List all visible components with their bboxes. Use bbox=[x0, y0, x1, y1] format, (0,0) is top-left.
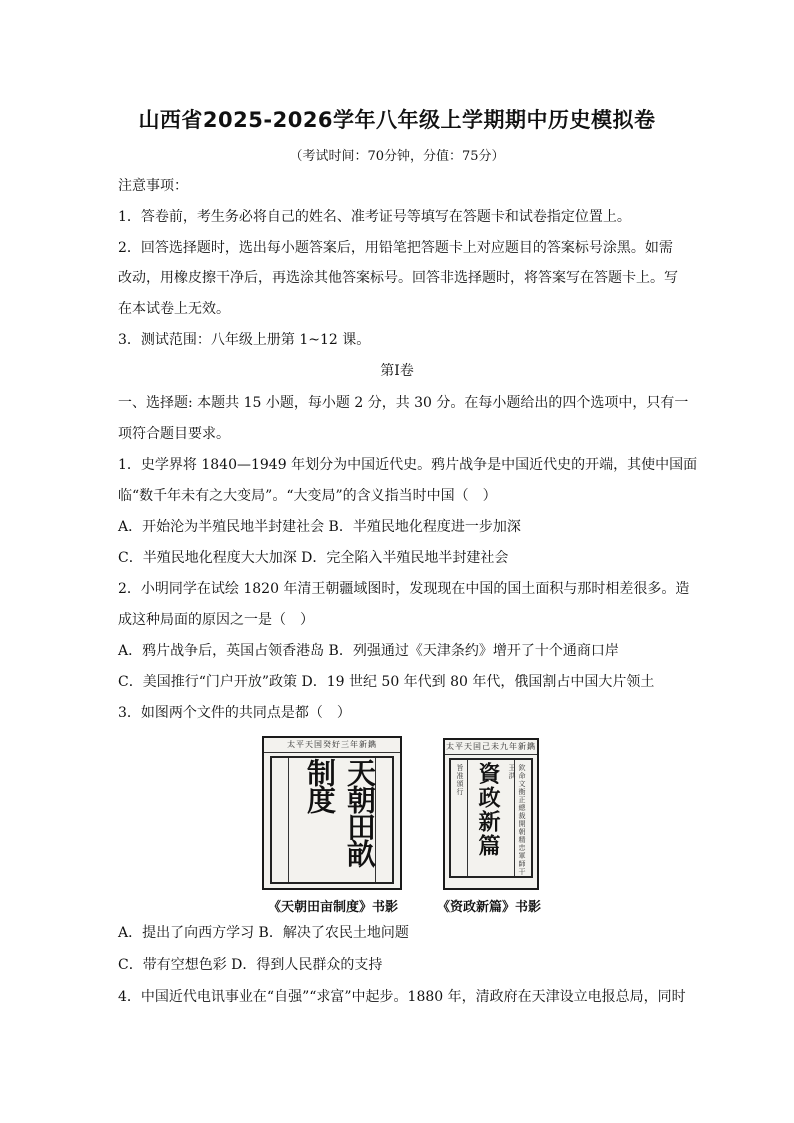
page-title: 山西省2025-2026学年八年级上学期期中历史模拟卷 bbox=[138, 108, 656, 132]
notice-line: 1．答卷前，考生务必将自己的姓名、准考证号等填写在答题卡和试卷指定位置上。 bbox=[118, 209, 631, 225]
figure-caption: 《天朝田亩制度》书影 bbox=[268, 900, 399, 915]
question-3-options-ab: A．提出了向西方学习 B．解决了农民土地问题 bbox=[118, 925, 409, 941]
book-title: 資政新篇 bbox=[475, 762, 501, 858]
section-heading-cont: 项符合题目要求。 bbox=[118, 426, 230, 442]
notice-line: 改动，用橡皮擦干净后，再选涂其他答案标号。回答非选择题时，将答案写在答题卡上。写 bbox=[118, 270, 678, 286]
question-2-stem-cont: 成这种局面的原因之一是（ ） bbox=[118, 612, 314, 628]
question-3-figure bbox=[0, 734, 794, 918]
notice-line: 在本试卷上无效。 bbox=[118, 301, 230, 317]
question-2-options-ab: A．鸦片战争后，英国占领香港岛 B．列强通过《天津条约》增开了十个通商口岸 bbox=[118, 643, 619, 659]
section-heading: 一、选择题: 本题共 15 小题，每小题 2 分，共 30 分。在每小题给出的四个选项中，只有一 bbox=[118, 395, 689, 411]
cover-frame bbox=[270, 756, 394, 884]
question-4-stem: 4．中国近代电讯事业在“自强”“求富”中起步。1880 年，清政府在天津设立电报总局，同时 bbox=[118, 989, 686, 1005]
book-cover-zizheng bbox=[443, 738, 539, 890]
question-2-stem: 2．小明同学在试绘 1820 年清王朝疆域图时，发现现在中国的国土面积与那时相差很多。造 bbox=[118, 581, 690, 597]
book-header: 太平天囯己未九年新鐫 bbox=[445, 740, 537, 755]
notice-heading: 注意事项： bbox=[118, 178, 188, 194]
column-rule bbox=[467, 760, 468, 876]
column-rule bbox=[288, 758, 289, 882]
book-header: 太平天国癸好三年新鐫 bbox=[264, 738, 400, 753]
question-2-options-cd: C．美国推行“门户开放”政策 D．19 世纪 50 年代到 80 年代，俄国割占中国大片领土 bbox=[118, 674, 655, 690]
figure-caption: 《资政新篇》书影 bbox=[437, 900, 542, 915]
question-1-stem: 1．史学界将 1840—1949 年划分为中国近代史。鸦片战争是中国近代史的开端，其使中国面 bbox=[118, 457, 698, 473]
question-3-stem: 3．如图两个文件的共同点是都（ ） bbox=[118, 705, 351, 721]
question-3-options-cd: C．带有空想色彩 D．得到人民群众的支持 bbox=[118, 957, 383, 973]
notice-line: 3．测试范围：八年级上册第 1~12 课。 bbox=[118, 332, 371, 348]
side-inscription: 旨准頒行 bbox=[456, 764, 464, 796]
question-1-options-ab: A．开始沦为半殖民地半封建社会 B．半殖民地化程度进一步加深 bbox=[118, 519, 521, 535]
volume-label: 第Ⅰ卷 bbox=[380, 363, 414, 379]
question-1-options-cd: C．半殖民地化程度大大加深 D．完全陷入半殖民地半封建社会 bbox=[118, 550, 509, 566]
cover-frame bbox=[449, 758, 533, 878]
book-title: 天朝田畝制度 bbox=[303, 758, 377, 866]
side-inscription: 欽命文衡正總裁開朝精忠軍師干王洪 bbox=[508, 764, 526, 876]
question-1-stem-cont: 临“数千年未有之大变局”。“大变局”的含义指当时中国（ ） bbox=[118, 488, 497, 504]
notice-line: 2．回答选择题时，选出每小题答案后，用铅笔把答题卡上对应题目的答案标号涂黑。如需 bbox=[118, 240, 673, 256]
book-cover-tianchao bbox=[262, 736, 402, 890]
exam-info: （考试时间：70分钟，分值：75分） bbox=[289, 149, 505, 164]
